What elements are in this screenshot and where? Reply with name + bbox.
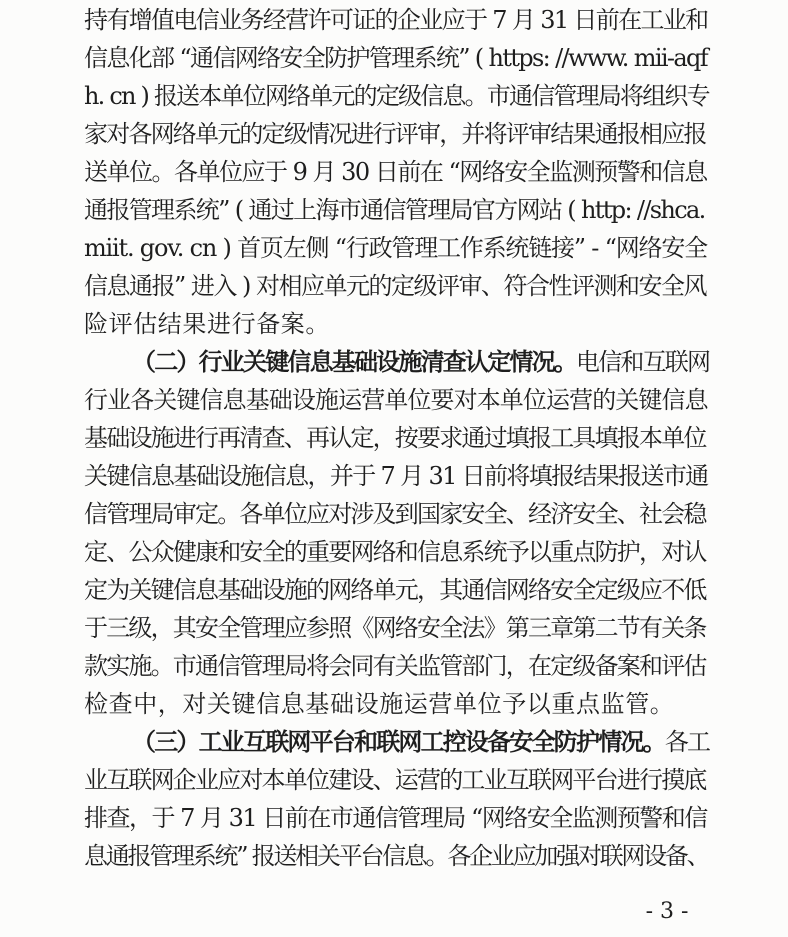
page-number: - 3 - — [645, 899, 689, 924]
section-2-first-line — [132, 344, 708, 380]
text-line: 关键信息基础设施信息，并于 7 月 31 日前将填报结果报送市通 — [84, 462, 708, 490]
text-line: 于三级，其安全管理应参照《网络安全法》第三章第二节有关条 — [84, 614, 706, 642]
text-line: 家对各网络单元的定级情况进行评审，并将评审结果通报相应报 — [84, 120, 706, 148]
text-line: 险评估结果进行备案。 — [84, 310, 330, 338]
text-line: 款实施。市通信管理局将会同有关监管部门，在定级备案和评估 — [84, 652, 706, 680]
text-line: 息通报管理系统” 报送相关平台信息。各企业应加强对联网设备、 — [84, 842, 709, 870]
section-3-first-line — [132, 724, 708, 760]
section-3-text: 各工 — [664, 728, 710, 756]
text-line: 信息化部 “通信网络安全防护管理系统” ( https: //www. mii-aqf — [84, 44, 707, 72]
text-line: 排查，于 7 月 31 日前在市通信管理局 “网络安全监测预警和信 — [84, 804, 707, 832]
section-2-heading: （二）行业关键信息基础设施清查认定情况。 — [132, 348, 576, 376]
text-line: 信管理局审定。各单位应对涉及到国家安全、经济安全、社会稳 — [84, 500, 706, 528]
text-line: 行业各关键信息基础设施运营单位要对本单位运营的关键信息 — [84, 386, 708, 414]
text-line: 检查中，对关键信息基础设施运营单位予以重点监管。 — [84, 690, 675, 718]
section-2-text: 电信和互联网 — [576, 348, 710, 376]
text-line: 送单位。各单位应于 9 月 30 日前在 “网络安全监测预警和信息 — [84, 158, 707, 186]
section-3-heading: （三）工业互联网平台和联网工控设备安全防护情况。 — [132, 728, 665, 756]
text-line: 基础设施进行再清查、再认定，按要求通过填报工具填报本单位 — [84, 424, 706, 452]
text-line: h. cn ) 报送本单位网络单元的定级信息。市通信管理局将组织专 — [84, 82, 709, 110]
text-line: 定、公众健康和安全的重要网络和信息系统予以重点防护，对认 — [84, 538, 706, 566]
text-line: 业互联网企业应对本单位建设、运营的工业互联网平台进行摸底 — [84, 766, 706, 794]
text-line: 信息通报” 进入 ) 对相应单元的定级评审、符合性评测和安全风 — [84, 272, 707, 300]
text-line: 定为关键信息基础设施的网络单元，其通信网络安全定级应不低 — [84, 576, 706, 604]
text-line: 持有增值电信业务经营许可证的企业应于 7 月 31 日前在工业和 — [84, 6, 708, 34]
text-line: 通报管理系统” ( 通过上海市通信管理局官方网站 ( http: //shca. — [84, 196, 705, 224]
text-line: miit. gov. cn ) 首页左侧 “行政管理工作系统链接” - “网络安全 — [84, 234, 707, 262]
